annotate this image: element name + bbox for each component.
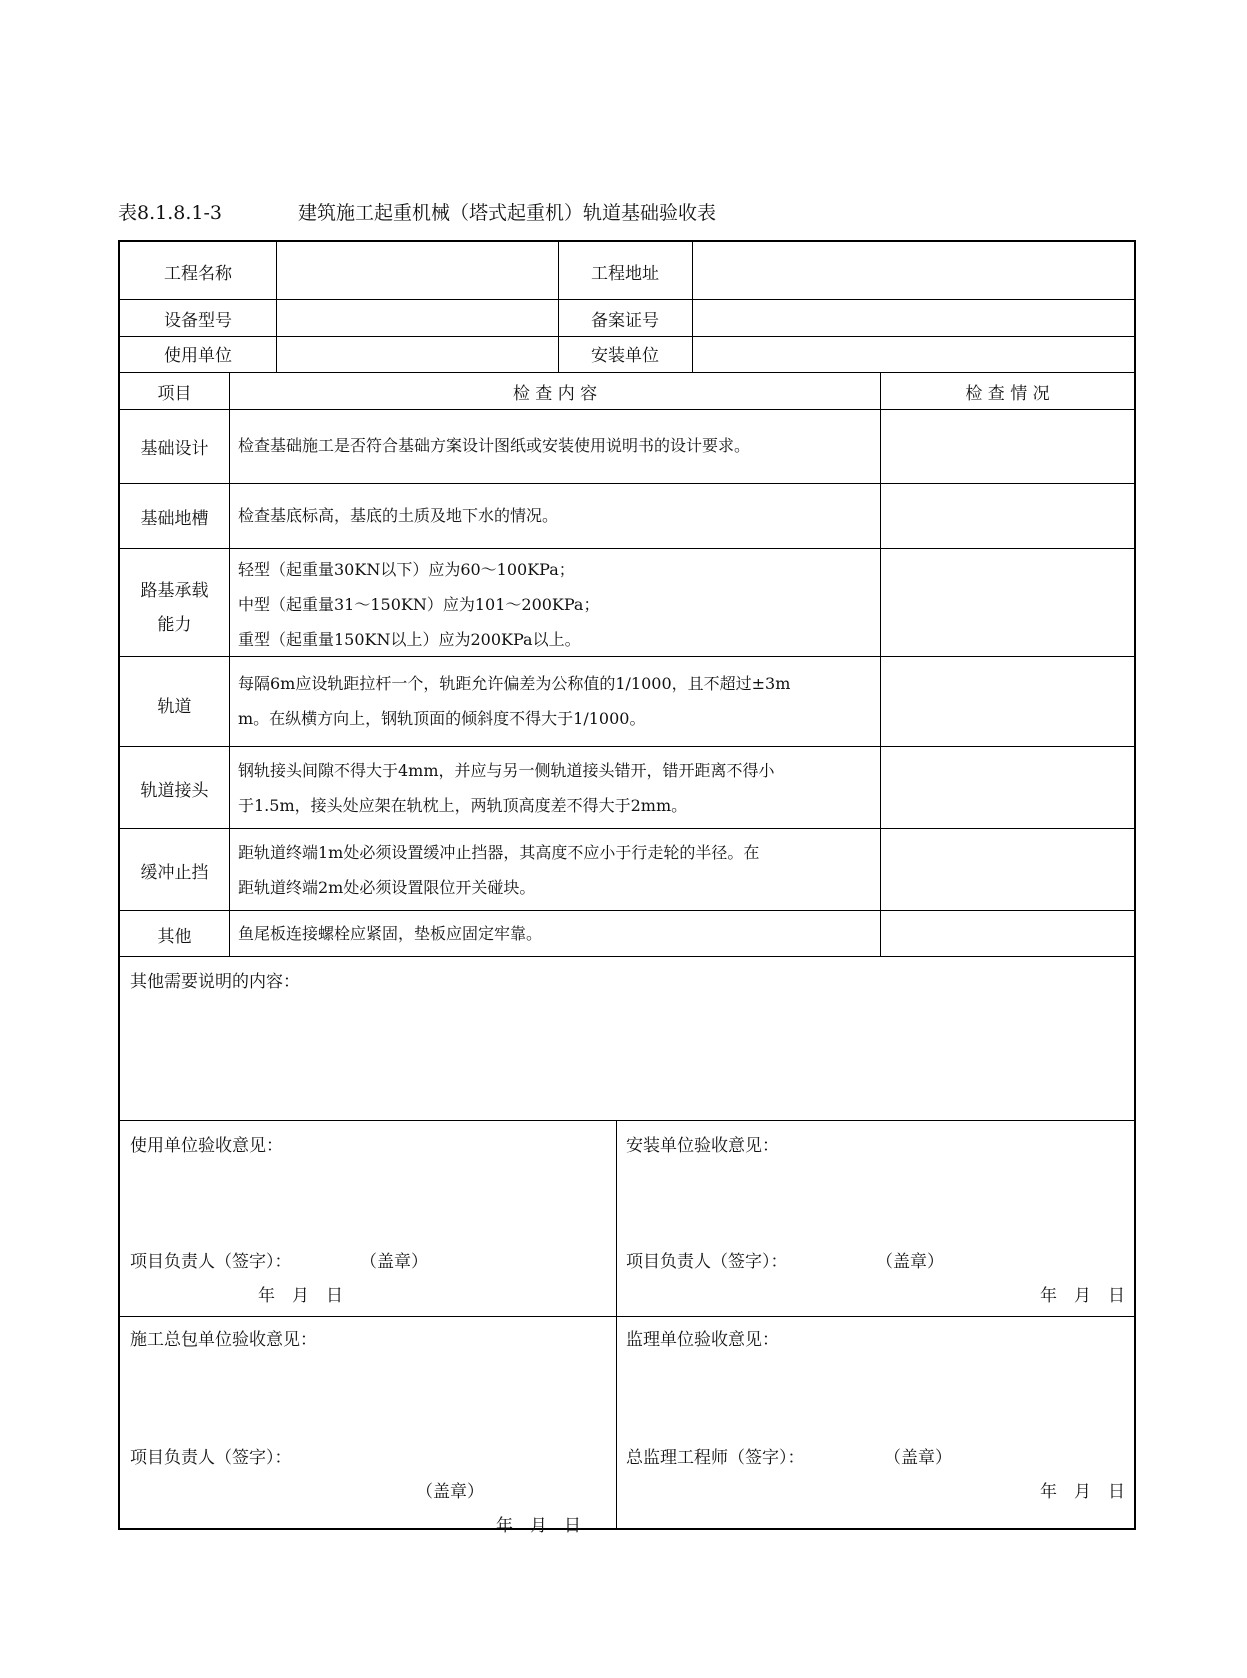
- result-field[interactable]: [881, 410, 1134, 483]
- user-unit-sign-label: 项目负责人（签字）：: [130, 1252, 292, 1272]
- row-item-label: 基础设计: [140, 439, 209, 459]
- row-item-label: 缓冲止挡: [140, 863, 209, 883]
- row-content: [238, 835, 759, 905]
- user-unit-field[interactable]: [277, 337, 557, 372]
- row-item-label: 轨道接头: [140, 781, 209, 801]
- content-line: 每隔6m应设轨距拉杆一个，轨距允许偏差为公称值的1/1000，且不超过±3m: [238, 674, 791, 693]
- result-field[interactable]: [881, 829, 1134, 910]
- project-name-label: 工程名称: [164, 264, 232, 284]
- col-divider: [616, 1120, 617, 1528]
- project-address-label: 工程地址: [591, 264, 659, 284]
- table-code: 表8.1.8.1-3: [118, 202, 222, 224]
- supervision-seal: （盖章）: [884, 1448, 952, 1468]
- result-field[interactable]: [881, 747, 1134, 828]
- row-divider: [120, 372, 1134, 373]
- row-content: [238, 428, 750, 463]
- record-no-label: 备案证号: [591, 311, 659, 331]
- supervision-opinion-title: 监理单位验收意见：: [626, 1330, 779, 1350]
- user-unit-date: 年 月 日: [258, 1286, 343, 1306]
- general-contractor-seal: （盖章）: [416, 1482, 484, 1502]
- install-unit-date: 年 月 日: [1040, 1286, 1125, 1306]
- notes-field[interactable]: [120, 1002, 1134, 1120]
- content-line: m。在纵横方向上，钢轨顶面的倾斜度不得大于1/1000。: [238, 709, 646, 728]
- user-unit-opinion-title: 使用单位验收意见：: [130, 1136, 283, 1156]
- content-line: 重型（起重量150KN以上）应为200KPa以上。: [238, 630, 581, 649]
- supervision-sign-label: 总监理工程师（签字）：: [626, 1448, 805, 1468]
- general-contractor-sign-label: 项目负责人（签字）：: [130, 1448, 292, 1468]
- record-no-field[interactable]: [693, 300, 1133, 336]
- content-line: 检查基础施工是否符合基础方案设计图纸或安装使用说明书的设计要求。: [238, 436, 751, 455]
- row-item-label: 其他: [157, 927, 192, 947]
- row-content: [238, 916, 542, 951]
- row-divider: [120, 1316, 1134, 1317]
- general-contractor-date: 年 月 日: [496, 1516, 581, 1536]
- project-name-field[interactable]: [277, 242, 557, 299]
- user-unit-seal: （盖章）: [360, 1252, 428, 1272]
- row-content: [238, 666, 790, 736]
- row-divider: [120, 1120, 1134, 1121]
- item-line: 路基承载: [140, 581, 209, 601]
- col-divider: [229, 372, 230, 956]
- row-item-label: [120, 574, 229, 642]
- install-unit-sign-label: 项目负责人（签字）：: [626, 1252, 788, 1272]
- row-divider: [120, 956, 1134, 957]
- row-content: [238, 552, 599, 657]
- row-item-label: 基础地槽: [140, 509, 209, 529]
- content-line: 距轨道终端2m处必须设置限位开关碰块。: [238, 878, 536, 897]
- row-content: [238, 498, 558, 533]
- equipment-model-field[interactable]: [277, 300, 557, 336]
- supervision-date: 年 月 日: [1040, 1482, 1125, 1502]
- content-line: 检查基底标高，基底的土质及地下水的情况。: [238, 506, 559, 525]
- install-unit-seal: （盖章）: [876, 1252, 944, 1272]
- content-line: 轻型（起重量30KN以下）应为60～100KPa；: [238, 560, 575, 579]
- content-line: 钢轨接头间隙不得大于4mm，并应与另一侧轨道接头错开，错开距离不得小: [238, 761, 775, 780]
- result-field[interactable]: [881, 657, 1134, 746]
- project-address-field[interactable]: [693, 242, 1133, 299]
- form-title: 建筑施工起重机械（塔式起重机）轨道基础验收表: [298, 202, 717, 224]
- install-unit-field[interactable]: [693, 337, 1133, 372]
- result-field[interactable]: [881, 911, 1134, 956]
- equipment-model-label: 设备型号: [164, 311, 232, 331]
- row-content: [238, 753, 775, 823]
- item-line: 能力: [157, 615, 192, 635]
- content-line: 中型（起重量31～150KN）应为101～200KPa；: [238, 595, 600, 614]
- install-unit-opinion-title: 安装单位验收意见：: [626, 1136, 779, 1156]
- user-unit-label: 使用单位: [164, 346, 232, 366]
- column-header-content: 检 查 内 容: [512, 384, 598, 404]
- result-field[interactable]: [881, 484, 1134, 548]
- result-field[interactable]: [881, 549, 1134, 656]
- form-header: [118, 198, 1138, 228]
- content-line: 距轨道终端1m处必须设置缓冲止挡器，其高度不应小于行走轮的半径。在: [238, 843, 760, 862]
- column-header-result: 检 查 情 况: [965, 384, 1050, 404]
- general-contractor-opinion-title: 施工总包单位验收意见：: [130, 1330, 317, 1350]
- install-unit-label: 安装单位: [591, 346, 659, 366]
- acceptance-form: [118, 240, 1136, 1536]
- row-item-label: 轨道: [157, 697, 192, 717]
- content-line: 鱼尾板连接螺栓应紧固，垫板应固定牢靠。: [238, 924, 543, 943]
- notes-label: 其他需要说明的内容：: [130, 972, 300, 992]
- column-header-item: 项目: [157, 384, 192, 404]
- content-line: 于1.5m，接头处应架在轨枕上，两轨顶高度差不得大于2mm。: [238, 796, 688, 815]
